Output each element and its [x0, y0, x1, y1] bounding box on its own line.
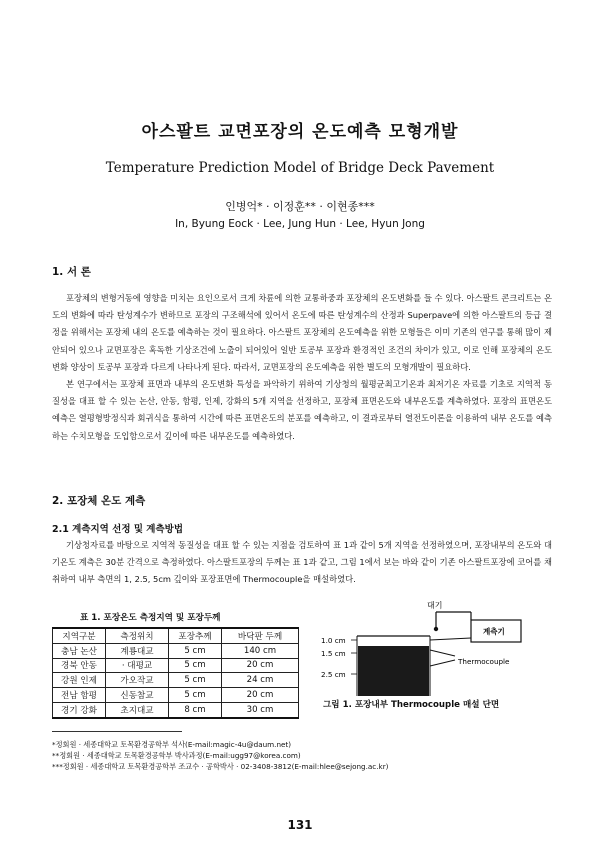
table-cell: 30 cm	[222, 702, 299, 717]
table-row	[53, 702, 299, 717]
table-cell: 가오작교	[106, 673, 169, 688]
table-cell: 5 cm	[169, 643, 222, 658]
table-cell: 5 cm	[169, 688, 222, 703]
footnote-2: **정회원 · 세종대학교 토목환경공학부 박사과정(E-mail:ugg97@korea.com)	[52, 751, 301, 760]
table-header-cell: 포장추께	[169, 628, 222, 643]
table-cell: 신동참교	[106, 688, 169, 703]
table-row	[53, 643, 299, 658]
table-header-row	[53, 628, 299, 643]
footnote-1: *정회원 · 세종대학교 토목환경공학부 석사(E-mail:magic-4u@daum.net)	[52, 740, 292, 749]
table-cell: 계룡대교	[106, 643, 169, 658]
table-cell: 5 cm	[169, 673, 222, 688]
logger-label: 계측기	[483, 627, 505, 636]
section-1-paragraph-1: 포장체의 변형거동에 영향을 미치는 요인으로서 크게 차륜에 의한 교통하중과 포장체의 온도변화를 들 수 있다. 아스팔트 콘크리트는 온도의 변화에 따라 탄성계수가 변하므로 포장의 구조해석에 있어서 온도에 따른 탄성계수의 산정과 Superpave에 의한 아스팔트의 등급 결정을 위해서는 포장체 내의 온도를 예측하는 것이 필요하다. 아스팔트 포장체의 온도예측을 위한 모형들은 이미 기존의 연구를 통해 많이 제안되어 있으나 교면포장은 혹독한 기상조건에 노출이 되어있어 일반 토공부 포장과 환경적인 조건의 차이가 있고, 이로 인해 포장체의 온도변화 양상이 토공부 포장과 다르게 나타나게 된다. 따라서, 교면포장의 온도예측을 위한 별도의 모형개발이 필요하다.	[52, 293, 552, 372]
authors-korean: 인병억* · 이정훈** · 이현종***	[225, 200, 375, 213]
table-cell: 충남 논산	[53, 643, 106, 658]
thermocouple-label: Thermocouple	[458, 657, 510, 666]
table-cell: 20 cm	[222, 658, 299, 673]
table-cell: 경북 안동	[53, 658, 106, 673]
footnote-3: ***정회원 · 세종대학교 토목환경공학부 조교수 · 공학박사 · 02-3408-3812(E-mail:hlee@sejong.ac.kr)	[52, 762, 389, 771]
air-sensor-dot	[434, 627, 438, 631]
figure-1-caption: 그림 1. 포장내부 Thermocouple 매설 단면	[323, 700, 500, 710]
thermocouple-wire	[430, 638, 471, 640]
section-1-body	[52, 290, 552, 445]
table-header-cell: 바닥판 두께	[222, 628, 299, 643]
table-cell: · 대평교	[106, 658, 169, 673]
table-header-cell: 측정위치	[106, 628, 169, 643]
table-cell: 경기 강화	[53, 702, 106, 717]
section-2-paragraph-1: 기상청자료를 바탕으로 지역적 동질성을 대표 할 수 있는 지점을 검토하여 표 1과 같이 5개 지역을 선정하였으며, 포장내부의 온도와 대기온도 계측은 30분 간격으로 측정하였다. 아스팔트포장의 두께는 표 1과 같고, 그림 1에서 보는 바와 같이 기존 아스팔트포장에 코어를 채취하여 내부 측면의 1, 2.5, 5cm 깊이와 포장표면에 Thermocouple을 매설하였다.	[52, 540, 552, 585]
footnote-separator	[52, 731, 182, 732]
table-cell: 20 cm	[222, 688, 299, 703]
table-cell: 140 cm	[222, 643, 299, 658]
table-row	[53, 658, 299, 673]
pavement-layer	[358, 646, 429, 696]
section-2-1-heading: 2.1 계측지역 선정 및 계측방법	[52, 524, 184, 535]
authors-english: In, Byung Eock · Lee, Jung Hun · Lee, Hyun Jong	[175, 218, 425, 230]
table-header-cell: 지역구분	[53, 628, 106, 643]
depth-label: 1.5 cm	[321, 649, 346, 658]
table-row	[53, 673, 299, 688]
table-1	[52, 627, 299, 719]
table-cell: 8 cm	[169, 702, 222, 717]
table-cell: 초지대교	[106, 702, 169, 717]
table-cell: 5 cm	[169, 658, 222, 673]
table-cell: 전남 함평	[53, 688, 106, 703]
section-1-paragraph-2: 본 연구에서는 포장체 표면과 내부의 온도변화 특성을 파악하기 위하여 기상청의 월평균최고기온과 최저기온 자료를 기초로 지역적 동질성을 대표 할 수 있는 논산, 안동, 함평, 인제, 강화의 5개 지역을 선정하고, 포장체 표면온도와 내부온도를 계측하였다. 포장의 표면온도예측은 열평형방정식과 회귀식을 통하여 시간에 따른 표면온도의 분포를 예측하고, 이 결과로부터 열전도이론을 이용하여 내부 온도를 예측하는 수치모형을 도입함으로서 깊이에 따른 내부온도를 예측하였다.	[52, 379, 552, 441]
figure-1-diagram	[315, 598, 555, 698]
thermocouple-wire	[430, 660, 455, 666]
section-2-body	[52, 537, 552, 589]
table-1-caption: 표 1. 포장온도 측정지역 및 포장두께	[80, 613, 221, 623]
page-number: 131	[287, 818, 313, 832]
thermocouple-section-svg	[315, 598, 555, 698]
table-cell: 강원 인제	[53, 673, 106, 688]
section-1-heading: 1. 서 론	[52, 266, 91, 278]
air-label: 대기	[427, 601, 443, 610]
table-cell: 24 cm	[222, 673, 299, 688]
section-2-heading: 2. 포장체 온도 계측	[52, 495, 146, 507]
footnotes	[52, 739, 572, 772]
paper-title-korean: 아스팔트 교면포장의 온도예측 모형개발	[141, 122, 459, 142]
depth-label: 2.5 cm	[321, 670, 346, 679]
depth-label: 1.0 cm	[321, 636, 346, 645]
table-row	[53, 688, 299, 703]
paper-title-english: Temperature Prediction Model of Bridge Deck Pavement	[105, 160, 495, 176]
thermocouple-wire	[430, 650, 455, 656]
